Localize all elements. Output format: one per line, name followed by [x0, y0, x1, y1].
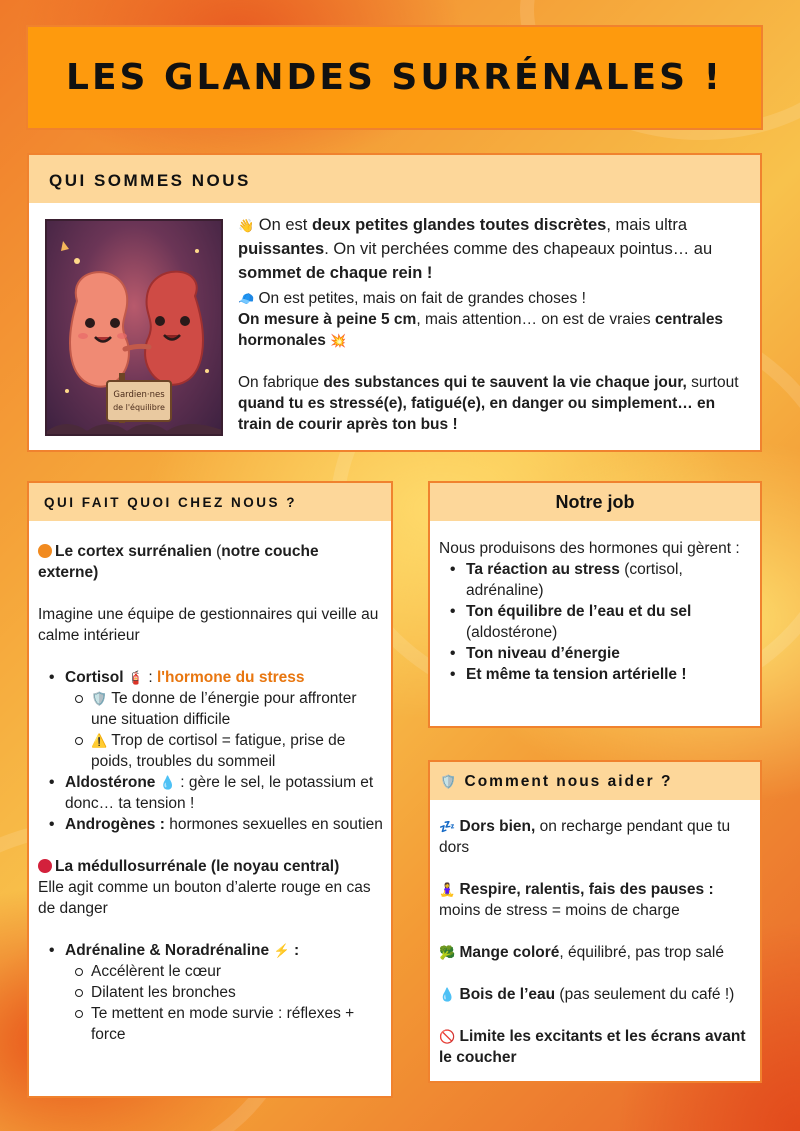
svg-text:de l'équilibre: de l'équilibre — [113, 403, 165, 412]
help-item-limit: 🚫 Limite les excitants et les écrans avant le coucher — [439, 1028, 746, 1066]
intro-text-2 — [238, 288, 750, 435]
roles-panel — [27, 521, 393, 1098]
help-heading-wrap — [440, 773, 672, 791]
job-heading: Notre job — [555, 492, 635, 512]
help-item-water: 💧 Bois de l’eau (pas seulement du café !) — [439, 986, 735, 1003]
list-item: Dilatent les bronches — [65, 982, 383, 1003]
intro-text — [238, 213, 750, 285]
shield-icon: 🛡️ — [440, 774, 459, 789]
waving-hand-icon: 👋 — [238, 218, 255, 233]
title-banner — [26, 25, 763, 130]
job-list — [439, 559, 754, 685]
adrenaline-sublist — [65, 961, 383, 1045]
butterfly-icon — [61, 241, 69, 251]
intro-panel — [27, 203, 762, 452]
roles-heading: QUI FAIT QUOI CHEZ NOUS ? — [44, 495, 298, 510]
roles-text — [38, 541, 383, 1045]
help-item-eat: 🥦 Mange coloré, équilibré, pas trop salé — [439, 944, 724, 961]
lightning-icon: ⚡ — [273, 943, 290, 958]
list-item: • Ta réaction au stress (cortisol, adrénaline) — [439, 559, 754, 601]
orange-dot-icon — [38, 544, 52, 558]
kidney-illustration — [45, 219, 223, 436]
roles-header — [27, 481, 393, 523]
intro-heading: QUI SOMMES NOUS — [49, 171, 251, 190]
medullo-description: Elle agit comme un bouton d’alerte rouge en cas de danger — [38, 879, 371, 917]
intro-header — [27, 153, 762, 205]
explosion-icon: 💥 — [330, 333, 347, 348]
list-item: 🛡️ Te donne de l’énergie pour affronter une situation difficile — [65, 688, 383, 730]
help-panel — [428, 800, 762, 1083]
list-item: Te mettent en mode survie : réflexes + force — [65, 1003, 383, 1045]
cortex-description: Imagine une équipe de gestionnaires qui veille au calme intérieur — [38, 606, 379, 644]
cortex-hormone-list — [38, 667, 383, 835]
droplet-icon: 💧 — [159, 775, 176, 790]
medullo-hormone-list — [38, 940, 383, 1045]
droplet-icon: 💧 — [439, 987, 456, 1002]
cap-icon: 🧢 — [238, 291, 255, 306]
cortisol-sublist — [65, 688, 383, 772]
fire-extinguisher-icon: 🧯 — [127, 670, 145, 685]
list-item: • Ton niveau d’énergie — [439, 643, 754, 664]
help-item-breathe: 🧘‍♀️ Respire, ralentis, fais des pauses : moins de stress = moins de charge — [439, 881, 714, 919]
list-item-androgenes: • Androgènes : hormones sexuelles en soutien — [38, 814, 383, 835]
shield-icon: 🛡️ — [91, 691, 108, 706]
list-item-aldosterone: • Aldostérone 💧 : gère le sel, le potassium et donc… ta tension ! — [38, 772, 383, 814]
broccoli-icon: 🥦 — [439, 945, 456, 960]
intro-paragraph-3: On mesure à peine 5 cm, mais attention… on est de vraies centrales hormonales 💥 — [238, 311, 724, 349]
sleep-icon: 💤 — [439, 819, 456, 834]
medullo-title: La médullosurrénale (le noyau central) — [38, 856, 383, 877]
job-intro: Nous produisons des hormones qui gèrent : — [439, 540, 740, 557]
list-item-adrenaline: • Adrénaline & Noradrénaline ⚡ : Accélèrent le cœur Dilatent les bronches Te mettent en mode survie : réflexes + force — [38, 940, 383, 1045]
help-text — [439, 816, 754, 1068]
prohibited-icon: 🚫 — [439, 1029, 456, 1044]
svg-text:Gardien·nes: Gardien·nes — [113, 390, 165, 400]
job-text — [439, 538, 754, 685]
intro-paragraph-4: On fabrique des substances qui te sauvent la vie chaque jour, surtout quand tu es stressé(e), fatigué(e), en danger ou simplement… en train de courir après ton bus ! — [238, 374, 739, 433]
job-panel — [428, 521, 762, 728]
meditation-icon: 🧘‍♀️ — [439, 882, 456, 897]
help-heading: Comment nous aider ? — [464, 773, 673, 790]
page-title: LES GLANDES SURRÉNALES ! — [66, 57, 723, 98]
help-item-sleep: 💤 Dors bien, on recharge pendant que tu dors — [439, 818, 731, 856]
job-header — [428, 481, 762, 523]
list-item: Accélèrent le cœur — [65, 961, 383, 982]
list-item: ⚠️ Trop de cortisol = fatigue, prise de poids, troubles du sommeil — [65, 730, 383, 772]
help-header — [428, 760, 762, 802]
list-item-cortisol: • Cortisol 🧯 : l'hormone du stress 🛡️ Te donne de l’énergie pour affronter une situation difficile ⚠️ Trop de cortisol = fatigue, prise de poids, troubles du sommeil — [38, 667, 383, 772]
intro-paragraph-1: 👋 On est deux petites glandes toutes discrètes, mais ultra puissantes. On vit perchées comme des chapeaux pointus… au sommet de chaque rein ! — [238, 216, 713, 282]
cortex-title: Le cortex surrénalien (notre couche externe) — [38, 543, 319, 581]
warning-icon: ⚠️ — [91, 733, 108, 748]
red-dot-icon — [38, 859, 52, 873]
intro-paragraph-2: 🧢 On est petites, mais on fait de grandes choses ! — [238, 290, 586, 307]
list-item: • Et même ta tension artérielle ! — [439, 664, 754, 685]
list-item: • Ton équilibre de l’eau et du sel (aldostérone) — [439, 601, 754, 643]
